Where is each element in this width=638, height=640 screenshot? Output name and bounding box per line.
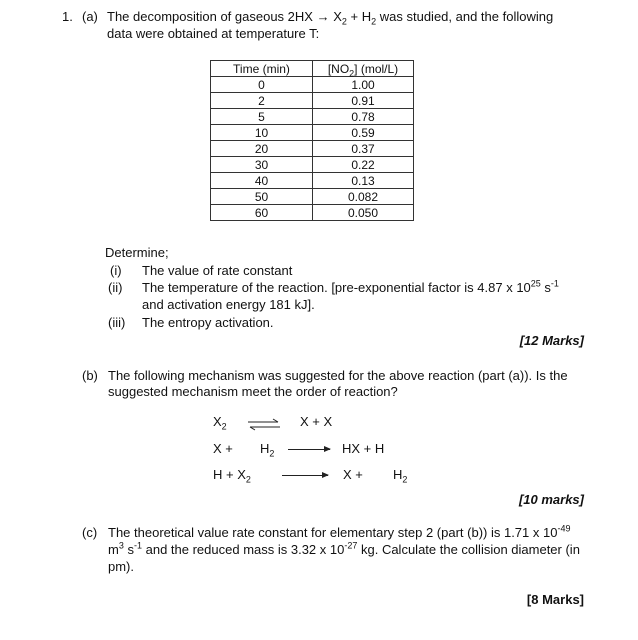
cell-time: 50: [211, 189, 313, 205]
table-row: [211, 77, 414, 93]
reaction-arrow-icon: [282, 475, 328, 476]
cell-conc: 0.050: [313, 205, 414, 221]
table-row: [211, 141, 414, 157]
item-i-num: (i): [110, 263, 122, 278]
part-c-marks: [8 Marks]: [526, 592, 584, 607]
equilibrium-arrow-icon: [246, 418, 282, 432]
col-header-time: Time (min): [211, 61, 313, 77]
cell-conc: 0.59: [313, 125, 414, 141]
table-row: [211, 173, 414, 189]
step3-h2: $H_2$: [393, 467, 408, 485]
step2-x: X +: [213, 441, 233, 456]
cell-time: 20: [211, 141, 313, 157]
cell-conc: 0.91: [313, 93, 414, 109]
reaction-arrow-icon: [288, 449, 330, 450]
cell-time: 30: [211, 157, 313, 173]
part-c-label: (c): [82, 525, 98, 540]
step2-right: HX + H: [342, 441, 385, 456]
cell-time: 2: [211, 93, 313, 109]
part-b-label: (b): [82, 368, 98, 383]
step3-x: X +: [343, 467, 363, 482]
cell-time: 0: [211, 77, 313, 93]
cell-time: 40: [211, 173, 313, 189]
table-row: [211, 93, 414, 109]
part-a-marks: [12 Marks]: [519, 333, 584, 348]
cell-conc: 0.082: [313, 189, 414, 205]
table-row: [211, 205, 414, 221]
cell-conc: 0.22: [313, 157, 414, 173]
step3-left: $H + X_2$: [213, 467, 251, 485]
part-a-intro-line2: data were obtained at temperature T:: [107, 26, 320, 41]
part-a-intro-line1: The decomposition of gaseous $2HX \to X_2 + H_2$ was studied, and the following: [107, 9, 554, 27]
item-iii-text: The entropy activation.: [142, 315, 274, 330]
item-ii-num: (ii): [108, 280, 123, 295]
cell-time: 60: [211, 205, 313, 221]
table-row: [211, 157, 414, 173]
cell-time: 10: [211, 125, 313, 141]
item-iii-num: (iii): [108, 315, 126, 330]
part-c-line2: $m^3$ $s^{-1}$ and the reduced mass is 3.32 x $10^{-27}$ kg. Calculate the collision diameter (in: [108, 540, 580, 557]
part-b-line2: suggested mechanism meet the order of reaction?: [108, 384, 398, 399]
question-number: 1.: [62, 9, 73, 24]
step1-left: $X_2$: [213, 414, 227, 432]
cell-conc: 1.00: [313, 77, 414, 93]
item-ii-text: The temperature of the reaction. [pre-exponential factor is 4.87 x $10^{25}$ $s^{-1}$: [142, 278, 559, 295]
part-c-line3: pm).: [108, 559, 134, 574]
cell-conc: 0.78: [313, 109, 414, 125]
item-i-text: The value of rate constant: [142, 263, 293, 278]
step1-right: X + X: [300, 414, 333, 429]
cell-time: 5: [211, 109, 313, 125]
col-header-concentration: $[NO_2]$ (mol/L): [313, 61, 414, 77]
table-row: [211, 109, 414, 125]
table-row: [211, 125, 414, 141]
cell-conc: 0.37: [313, 141, 414, 157]
part-b-marks: [10 marks]: [518, 492, 584, 507]
determine-heading: Determine;: [105, 245, 169, 260]
cell-conc: 0.13: [313, 173, 414, 189]
table-header-row: [211, 61, 414, 77]
step2-h2: $H_2$: [260, 441, 275, 459]
part-a-label: (a): [82, 9, 98, 24]
part-c-line1: The theoretical value rate constant for elementary step 2 (part (b)) is 1.71 x $10^{-49}$: [108, 523, 571, 540]
part-b-line1: The following mechanism was suggested for the above reaction (part (a)). Is the: [108, 368, 568, 383]
table-row: [211, 189, 414, 205]
reaction-arrow-icon: →: [316, 9, 330, 24]
item-ii-line2: and activation energy 181 kJ].: [142, 297, 315, 312]
data-table: [210, 60, 414, 221]
